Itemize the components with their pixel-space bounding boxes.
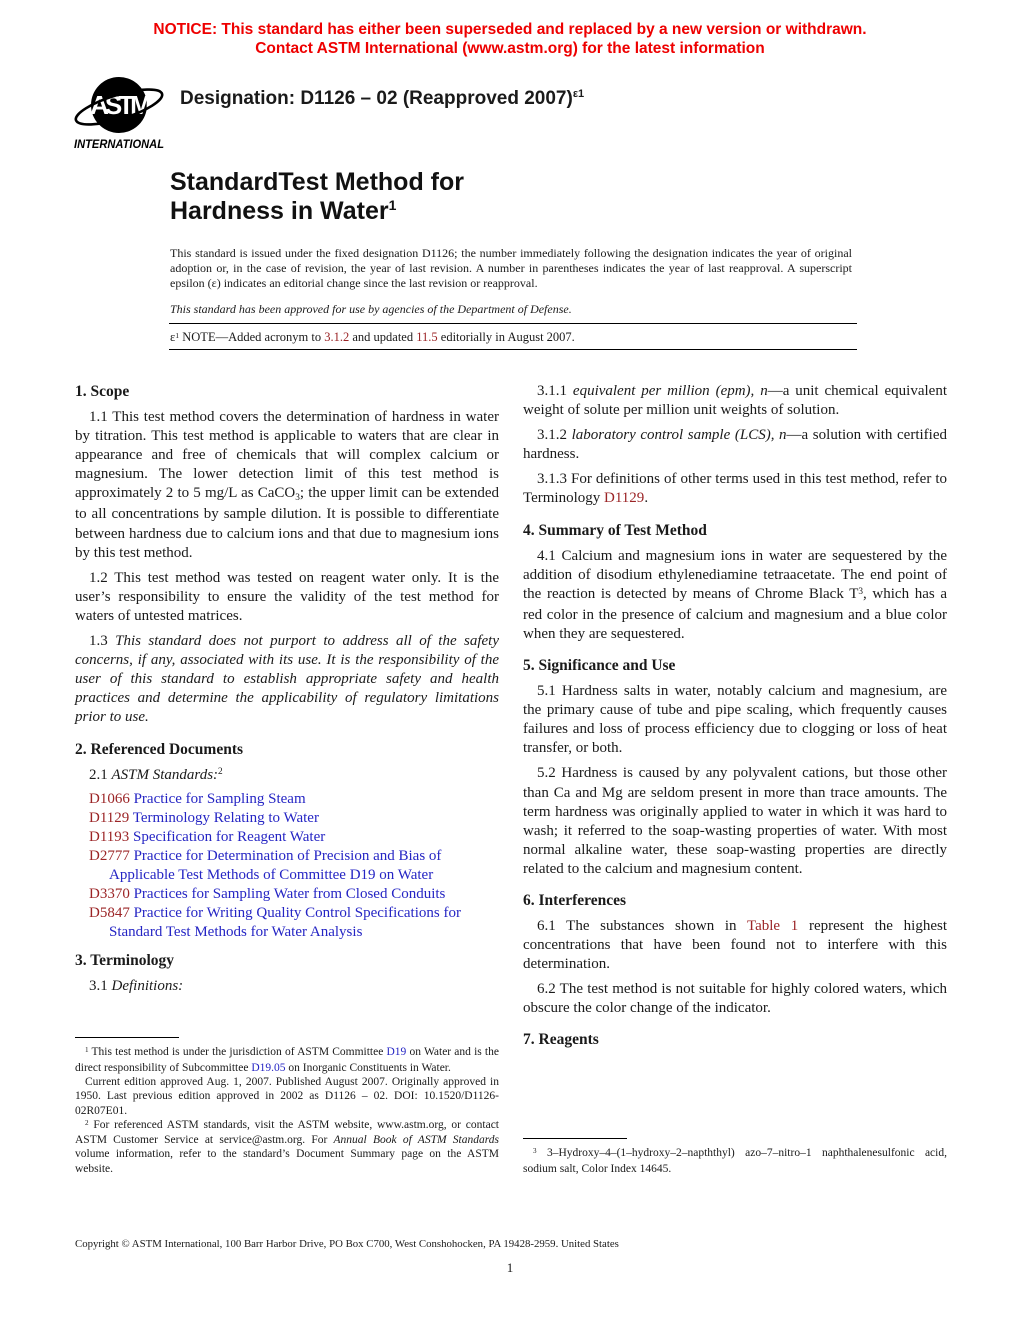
title-superscript: 1: [388, 197, 397, 213]
link-3-1-2[interactable]: 3.1.2: [324, 330, 350, 344]
text-segment: 3.1.1: [537, 383, 573, 399]
paragraph-3-1: [75, 977, 499, 996]
text-segment: laboratory control sample (LCS), n: [571, 427, 787, 444]
note-rule-top: [169, 323, 857, 324]
text-segment: 1.3: [89, 633, 116, 650]
footnote-3: [523, 1146, 947, 1176]
text-segment: represent the highest concentrations that have been found not to interfere with this determination.: [523, 917, 947, 973]
link-d2777-title[interactable]: Practice for Determination of Precision and Bias of Applicable Test Methods of Committee D19 on Water: [109, 847, 442, 883]
logo-acronym: ASTM: [90, 90, 148, 120]
footnote-2: [75, 1118, 499, 1176]
text-segment: ; the upper limit can be extended to all concentrations by sample dilution. It is possible to differentiate between hardness due to calcium ions and that due to magnesium ions by this test method.: [75, 485, 499, 561]
right-footnotes: [523, 1138, 947, 1176]
text-segment: This standard does not purport to address all of the safety concerns, if any, associated with its use. It is the responsibility of the user of this standard to establish appropriate safety and health practices and determine the applicability of regulatory limitations prior to use.: [75, 633, 500, 726]
text-segment: .: [644, 490, 649, 507]
text-segment: For referenced ASTM standards, visit the ASTM website, www.astm.org, or contact ASTM Customer Service at service@astm.org. For: [75, 1118, 499, 1147]
body-columns: [75, 382, 947, 1176]
text-segment: Annual Book of ASTM Standards: [333, 1134, 499, 1147]
logo-subtitle: INTERNATIONAL: [74, 137, 164, 151]
designation-text: Designation: D1126 – 02 (Reapproved 2007): [180, 88, 573, 109]
designation-superscript: ε1: [572, 88, 585, 100]
link-11-5[interactable]: 11.5: [416, 330, 438, 344]
link-d5847[interactable]: D5847: [89, 905, 130, 922]
paragraph-6-1: [523, 917, 947, 974]
reference-item: [75, 847, 499, 885]
text-segment: 3: [533, 1147, 537, 1156]
designation: [180, 88, 584, 110]
section-6-heading: 6. Interferences: [523, 891, 627, 909]
text-segment: 3.1.3 For definitions of other terms used in this test method, refer to Terminology: [523, 471, 947, 507]
text-segment: 1.1 This test method covers the determination of hardness in water by titration. This test method is applicable to waters that are clear in appearance and free of chemicals that will complex calcium or magnesium. The lower detection limit of this test method is approximately 2 to 5 mg/L as CaCO: [75, 409, 499, 502]
section-5-heading: 5. Significance and Use: [523, 657, 676, 675]
text-segment: —a solution with certified hardness.: [523, 427, 947, 463]
left-footnotes: [75, 1037, 499, 1176]
paragraph-1-1: [75, 408, 499, 563]
reference-item: [75, 790, 499, 809]
left-column: [75, 382, 499, 1176]
link-d1066[interactable]: D1066: [89, 790, 130, 807]
text-segment: This test method is under the jurisdiction of ASTM Committee: [88, 1046, 387, 1059]
link-d19[interactable]: D19: [386, 1046, 407, 1059]
page-number: 1: [506, 1260, 514, 1275]
paragraph-1-2: 1.2 This test method was tested on reagent water only. It is the user’s responsibility to ensure the validity of the test method for waters of untested matrices.: [75, 569, 499, 624]
link-d1129-title[interactable]: Terminology Relating to Water: [129, 809, 319, 826]
text-segment: Definitions:: [111, 978, 184, 995]
reference-item: [75, 809, 499, 828]
link-d1129[interactable]: D1129: [89, 809, 130, 826]
paragraph-6-2: 6.2 The test method is not suitable for highly colored waters, which obscure the color change of the indicator.: [523, 981, 947, 1017]
section-3-heading: 3. Terminology: [75, 952, 175, 970]
text-segment: ASTM Standards:: [111, 766, 219, 783]
astm-logo: [72, 72, 168, 152]
paragraph-5-1: 5.1 Hardness salts in water, notably calcium and magnesium, are the primary cause of tube and pipe scaling, which frequently causes failures and loss of process efficiency due to clogging or loss of heat transfer, or both.: [523, 683, 947, 757]
reference-item: [75, 885, 499, 904]
text-segment: ε: [170, 330, 176, 344]
text-segment: volume information, refer to the standard’s Document Summary page on the ASTM website.: [75, 1148, 499, 1175]
text-segment: , which has a red color in the presence of calcium and magnesium and a blue color when they are sequestered.: [523, 585, 948, 642]
section-2-heading: 2. Referenced Documents: [75, 740, 244, 758]
link-d1129-terminology[interactable]: D1129: [604, 490, 645, 507]
text-segment: 4.1 Calcium and magnesium ions in water are sequestered by the addition of disodium ethylenediamine tetraacetate. The end point of the reaction is detected by means of Chrome Black T: [523, 547, 947, 602]
editorial-note: [170, 329, 858, 347]
title-line-2: Hardness in Water: [170, 197, 389, 225]
link-table-1[interactable]: Table 1: [746, 917, 799, 934]
link-d5847-title[interactable]: Practice for Writing Quality Control Specifications for Standard Test Methods for Water Analysis: [109, 905, 461, 941]
paragraph-5-2: 5.2 Hardness is caused by any polyvalent cations, but those other than Ca and Mg are seldom present in more than trace amounts. The term hardness was originally applied to water in which it was hard to wash; it referred to the soap-wasting properties of water. With most normal alkaline water, these soap-wasting properties are directly related to the calcium and magnesium content.: [523, 765, 947, 877]
section-7-heading: 7. Reagents: [523, 1031, 599, 1049]
link-d1066-title[interactable]: Practice for Sampling Steam: [129, 790, 306, 807]
text-segment: 1: [175, 330, 180, 340]
text-segment: on Inorganic Constituents in Water.: [285, 1061, 451, 1074]
link-d1193-title[interactable]: Specification for Reagent Water: [129, 828, 326, 845]
notice-line-1: NOTICE: This standard has either been superseded and replaced by a new version or withdrawn.: [153, 21, 867, 38]
title-line-1: StandardTest Method for: [170, 168, 464, 196]
text-segment: 3: [295, 492, 300, 503]
astm-logo-graphic: [72, 72, 168, 152]
text-segment: 6.1 The substances shown in: [537, 917, 747, 934]
document-header: [72, 72, 584, 152]
paragraph-3-1-2: [523, 426, 947, 464]
reference-item: [75, 828, 499, 847]
link-d3370-title[interactable]: Practices for Sampling Water from Closed Conduits: [129, 886, 446, 903]
section-4-heading: 4. Summary of Test Method: [523, 521, 707, 539]
text-segment: NOTE—Added acronym to: [179, 330, 325, 344]
paragraph-1-3: [75, 632, 499, 727]
paragraph-3-1-3: [523, 470, 947, 508]
text-segment: 2.1: [89, 766, 112, 783]
text-segment: 2: [218, 767, 223, 778]
page-title: [170, 168, 464, 229]
right-column: [523, 382, 947, 1176]
note-rule-bottom: [169, 349, 857, 350]
text-segment: 2: [85, 1118, 89, 1127]
footnote-rule: [75, 1037, 179, 1038]
link-d1193[interactable]: D1193: [89, 828, 130, 845]
footnote-1-edition: Current edition approved Aug. 1, 2007. Published August 2007. Originally approved in 1950. Last previous edition approved in 2002 as D1126 – 02. DOI: 10.1520/D1126-02R07E01.: [75, 1075, 499, 1117]
text-segment: equivalent per million (epm), n: [572, 383, 768, 399]
footnote-1: [75, 1045, 499, 1075]
paragraph-4-1: [523, 547, 947, 644]
supersession-notice: [0, 20, 1020, 58]
notice-line-2: Contact ASTM International (www.astm.org) for the latest information: [255, 40, 765, 57]
link-d19-05[interactable]: D19.05: [251, 1061, 286, 1074]
issuance-paragraph: This standard is issued under the fixed designation D1126; the number immediately following the designation indicates the year of original adoption or, in the case of revision, the year of last revision. A number in parentheses indicates the year of last reapproval. A superscript epsilon (ε) indicates an editorial change since the last revision or reapproval.: [170, 246, 852, 290]
text-segment: 3.1: [89, 978, 112, 995]
footnote-rule: [523, 1138, 627, 1139]
text-segment: 3.1.2: [537, 427, 572, 444]
dod-statement: This standard has been approved for use by agencies of the Department of Defense.: [170, 302, 572, 316]
section-1-heading: 1. Scope: [75, 383, 130, 400]
link-d2777[interactable]: D2777: [89, 847, 130, 864]
text-segment: —a unit chemical equivalent weight of solute per million unit weights of solution.: [523, 383, 947, 419]
text-segment: and updated: [349, 330, 417, 344]
link-d3370[interactable]: D3370: [89, 886, 130, 903]
text-segment: 3–Hydroxy–4–(1–hydroxy–2–napththyl) azo–7–nitro–1 naphthalenesulfonic acid, sodium salt, Color Index 14645.: [523, 1147, 947, 1175]
paragraph-3-1-1: [523, 382, 947, 420]
text-segment: editorially in August 2007.: [437, 330, 575, 344]
reference-item: [75, 904, 499, 942]
text-segment: 3: [858, 586, 864, 597]
paragraph-2-1: [75, 766, 499, 787]
copyright-line: Copyright © ASTM International, 100 Barr Harbor Drive, PO Box C700, West Conshohocken, PA 19428-2959. United States: [75, 1238, 619, 1250]
text-segment: 1: [85, 1046, 89, 1055]
text-segment: on Water and is the direct responsibility of Subcommittee: [75, 1046, 499, 1074]
